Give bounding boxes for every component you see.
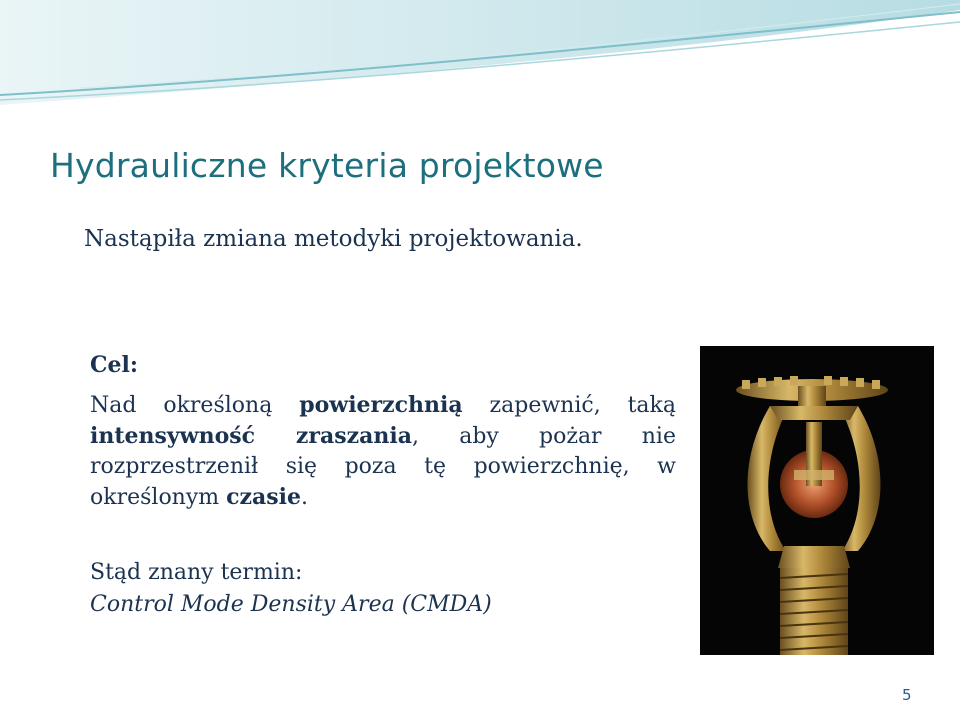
goal-text [90, 390, 676, 513]
goal-text-bold-time: czasie [226, 484, 302, 510]
goal-text-part: . [301, 485, 309, 510]
goal-text-bold-area: powierzchnią [299, 392, 463, 418]
page-number: 5 [902, 686, 912, 704]
sprinkler-head-image [700, 346, 934, 655]
goal-text-bold-intensity: intensywność zraszania [90, 423, 413, 449]
term-name: Control Mode Density Area (CMDA) [90, 592, 492, 617]
sprinkler-photo [700, 346, 934, 655]
goal-text-part: zapewnić, taką [462, 393, 676, 418]
slide-title: Hydrauliczne kryteria projektowe [50, 146, 604, 185]
goal-section [90, 352, 676, 621]
goal-text-part: , aby pożar nie rozprzestrzenił się poza tę powierzchnię, w określonym [90, 424, 676, 510]
slide-subtitle: Nastąpiła zmiana metodyki projektowania. [84, 226, 583, 252]
term-intro: Stąd znany termin: [90, 560, 303, 585]
header-wave-decoration [0, 0, 960, 120]
goal-text-part: Nad określoną [90, 393, 300, 418]
term-note [90, 557, 676, 621]
goal-label: Cel: [90, 352, 138, 378]
